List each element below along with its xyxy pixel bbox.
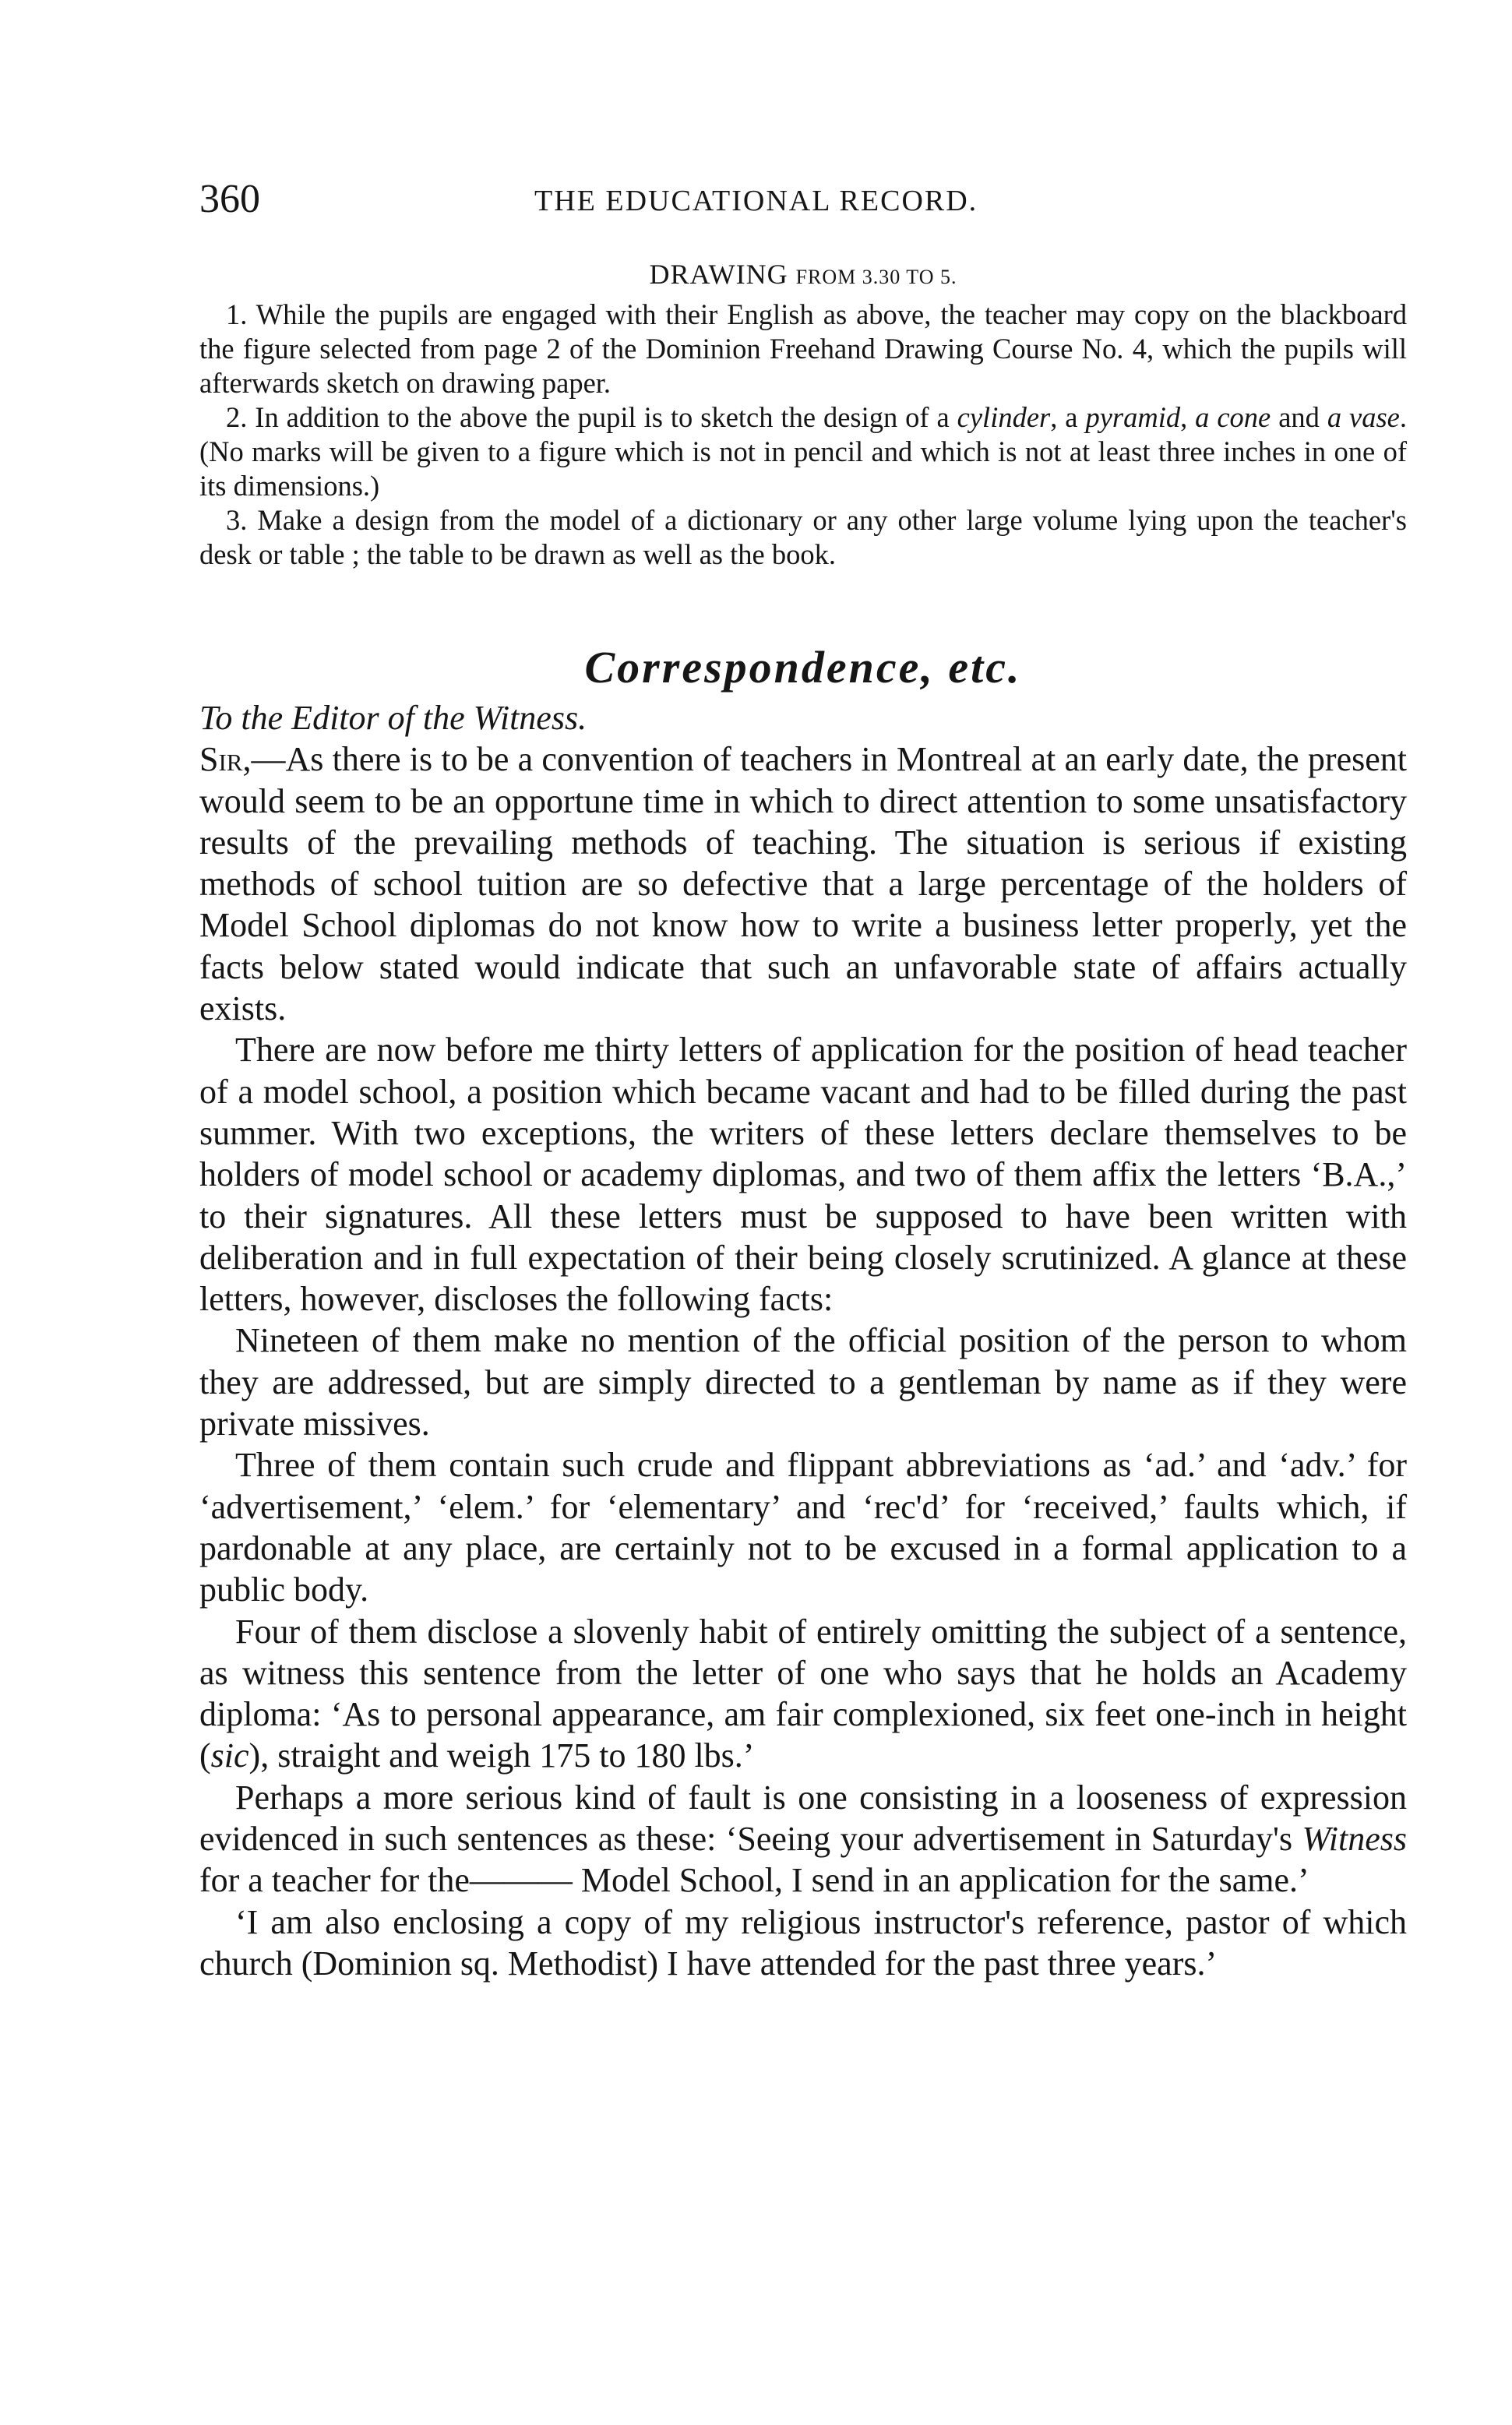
letter-paragraph-5 bbox=[199, 1611, 1407, 1777]
letter-paragraph-6-text-b: for a teacher for the——— Model School, I send in an application for the same.’ bbox=[199, 1861, 1309, 1900]
drawing-item-2-text-e: . (No marks will be given to a figure which is not in pencil and which is not at least three inches in one of its dimensions.) bbox=[199, 401, 1408, 502]
letter-paragraph-7: ‘I am also enclosing a copy of my religious instructor's reference, pastor of which church (Dominion sq. Methodist) I have attended for the past three years.’ bbox=[199, 1902, 1407, 1983]
letter-paragraph-5-text-a: Four of them disclose a slovenly habit of entirely omitting the subject of a sentence, as witness this sentence from the letter of one who says that he holds an Academy diploma: ‘As to personal appearance, am fair complexioned, six feet one-inch in height ( bbox=[199, 1612, 1407, 1775]
section-title: Correspondence, etc. bbox=[584, 642, 1022, 693]
drawing-heading-main: DRAWING bbox=[649, 259, 788, 290]
term-pyramid: pyramid bbox=[1085, 401, 1181, 433]
drawing-item-2-text-d: and bbox=[1271, 401, 1327, 433]
drawing-heading-time: FROM 3.30 TO 5. bbox=[795, 266, 957, 288]
letter-paragraph-6-text-a: Perhaps a more serious kind of fault is one consisting in a looseness of expression evidenced in such sentences as these: ‘Seeing your advertisement in Saturday's bbox=[199, 1778, 1407, 1859]
letter-paragraph-1-text: —As there is to be a convention of teachers in Montreal at an early date, the present would seem to be an opportune time in which to direct attention to some unsatisfactory results of the prevailing methods of teaching. The situation is serious if existing methods of school tuition are so defective that a large percentage of the holders of Model School diplomas do not know how to write a business letter properly, yet the facts below stated would indicate that such an unfavorable state of affairs actually exists. bbox=[199, 740, 1407, 1028]
term-vase: a vase bbox=[1327, 401, 1400, 433]
letter-paragraph-4: Three of them contain such crude and flippant abbreviations as ‘ad.’ and ‘adv.’ for ‘advertisement,’ ‘elem.’ for ‘elementary’ and ‘rec'd’ for ‘received,’ faults which, if pardonable at any place, are certainly not to be excused in a formal application to a public body. bbox=[199, 1446, 1407, 1609]
letter-sir: Sir, bbox=[199, 740, 252, 779]
letter-paragraph-3: Nineteen of them make no mention of the official position of the person to whom they are addressed, but are simply directed to a gentleman by name as if they were private missives. bbox=[199, 1321, 1407, 1443]
drawing-item-2-text-c: , bbox=[1180, 401, 1196, 433]
drawing-item-2-text-a: 2. In addition to the above the pupil is to sketch the design of a bbox=[226, 401, 957, 433]
term-cone: a cone bbox=[1195, 401, 1271, 433]
letter-paragraph-5-text-b: ), straight and weigh 175 to 180 lbs.’ bbox=[248, 1736, 755, 1775]
running-head bbox=[199, 176, 1407, 223]
drawing-item-2 bbox=[199, 400, 1407, 503]
page-number: 360 bbox=[199, 177, 260, 221]
letter-body bbox=[199, 697, 1407, 1984]
journal-title: THE EDUCATIONAL RECORD. bbox=[534, 185, 978, 217]
letter-paragraph-2: There are now before me thirty letters of application for the position of head teacher of a model school, a position which became vacant and had to be filled during the past summer. With two exceptions, the writers of these letters declare themselves to be holders of model school or academy diplomas, and two of them affix the letters ‘B.A.,’ to their signatures. All these letters must be supposed to have been written with deliberation and in full expectation of their being closely scrutinized. A glance at these letters, however, discloses the following facts: bbox=[199, 1031, 1407, 1319]
term-witness: Witness bbox=[1302, 1820, 1407, 1859]
letter-paragraph-6 bbox=[199, 1777, 1407, 1902]
term-sic: sic bbox=[210, 1736, 249, 1775]
letter-salutation: To the Editor of the Witness. bbox=[199, 699, 587, 737]
drawing-heading bbox=[199, 257, 1407, 294]
drawing-item-3: 3. Make a design from the model of a dictionary or any other large volume lying upon the teacher's desk or table ; the table to be drawn as well as the book. bbox=[199, 504, 1407, 570]
letter-paragraph-1 bbox=[199, 738, 1407, 1029]
term-cylinder: cylinder bbox=[957, 401, 1051, 433]
drawing-section bbox=[199, 257, 1407, 572]
drawing-item-1: 1. While the pupils are engaged with their English as above, the teacher may copy on the blackboard the figure selected from page 2 of the Dominion Freehand Drawing Course No. 4, which the pupils will afterwards sketch on drawing paper. bbox=[199, 298, 1407, 399]
drawing-item-2-text-b: , a bbox=[1050, 401, 1086, 433]
